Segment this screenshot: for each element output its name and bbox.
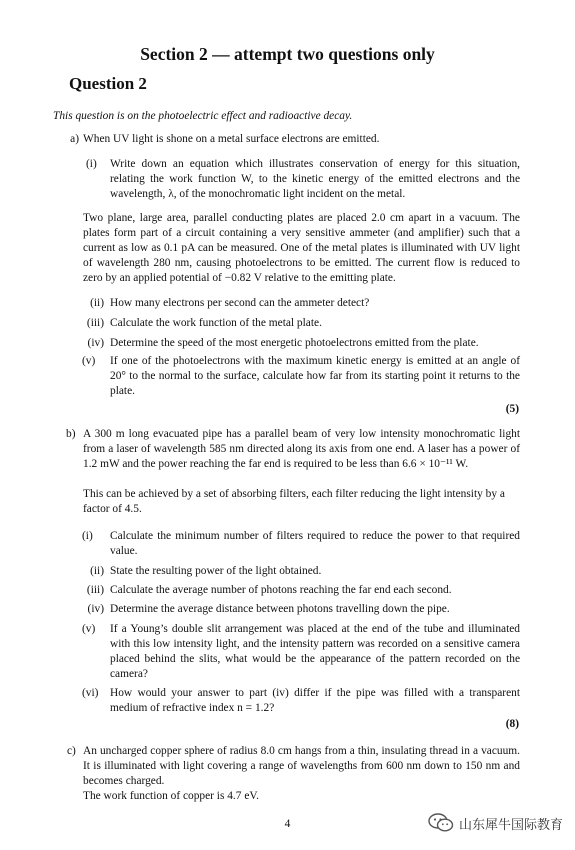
wechat-icon: [427, 812, 455, 834]
item-label: (iii): [86, 584, 104, 596]
part-c-stem: [67, 744, 520, 789]
item-text: If a Young’s double slit arrangement was placed at the end of the tube and illuminated with this low intensity light, and the intensity pattern was recorded on a sensitive camera placed behind the slits, what would be the appearance of the pattern recorded on the camera?: [110, 623, 520, 680]
part-b-stem: [66, 427, 520, 472]
part-a-item-iii: [82, 316, 520, 331]
page-number: 4: [284, 818, 291, 830]
part-a-marks: (5): [505, 403, 519, 415]
part-b-text2: This can be achieved by a set of absorbing filters, each filter reducing the light intensity by a factor of 4.5.: [83, 488, 505, 515]
question-intro: This question is on the photoelectric effect and radioactive decay.: [53, 110, 353, 122]
part-b-label: b): [66, 428, 76, 440]
part-a-item-iv: [82, 336, 520, 351]
item-label: (iv): [87, 337, 104, 349]
item-text: If one of the photoelectrons with the maximum kinetic energy is emitted at an angle of 20° to the normal to the surface, calculate how far from its starting point it returns to the plate.: [110, 355, 520, 397]
item-text: State the resulting power of the light obtained.: [110, 565, 322, 577]
item-text: Determine the average distance between photons travelling down the pipe.: [110, 603, 450, 615]
part-c-text: An uncharged copper sphere of radius 8.0 cm hangs from a thin, insulating thread in a vacuum. It is illuminated with light covering a range of wavelengths from 600 nm down to 150 nm and becomes charged.: [83, 745, 520, 787]
part-c-label: c): [67, 745, 76, 757]
part-b-item-i: [82, 529, 520, 559]
part-b-item-iv: [82, 602, 520, 617]
item-label: (ii): [90, 297, 104, 309]
part-a-item-v: [82, 354, 520, 399]
part-a-text: When UV light is shone on a metal surface electrons are emitted.: [83, 133, 380, 145]
watermark-text: 山东犀牛国际教育: [459, 817, 564, 833]
watermark: [427, 812, 563, 834]
part-b-item-vi: [82, 686, 520, 716]
part-a-item-i: [86, 157, 520, 202]
part-a-label: a): [70, 133, 79, 145]
part-b-item-ii: [82, 564, 520, 579]
item-text: Determine the speed of the most energetic photoelectrons emitted from the plate.: [110, 337, 479, 349]
item-label: (i): [86, 158, 97, 170]
item-label: (vi): [82, 687, 99, 699]
part-a-stem: [67, 132, 522, 147]
part-b-item-v: [82, 622, 520, 682]
item-label: (i): [82, 530, 93, 542]
part-b-text: A 300 m long evacuated pipe has a parallel beam of very low intensity monochromatic light from a laser of wavelength 585 nm directed along its axis from one end. A laser has a power of 1.2 mW and the power reaching the far end is required to be less than 6.6 × 10⁻¹¹ W.: [83, 428, 520, 470]
item-text: Calculate the minimum number of filters required to reduce the power to that required value.: [110, 530, 520, 557]
part-c-text2: The work function of copper is 4.7 eV.: [83, 790, 259, 802]
part-a-item-ii: [82, 296, 520, 311]
item-label: (v): [82, 623, 96, 635]
part-b-item-iii: [82, 583, 520, 598]
item-text: Calculate the work function of the metal plate.: [110, 317, 322, 329]
item-text: How many electrons per second can the ammeter detect?: [110, 297, 370, 309]
item-text: How would your answer to part (iv) differ if the pipe was filled with a transparent medium of refractive index n = 1.2?: [110, 687, 520, 714]
part-a-paragraph: Two plane, large area, parallel conducting plates are placed 2.0 cm apart in a vacuum. The plates form part of a circuit containing a very sensitive ammeter (and amplifier) such that a current as low as 0.1 pA can be measured. One of the metal plates is illuminated with UV light of wavelength 280 nm, causing photoelectrons to be emitted. The current flow is reduced to zero by an applied potential of −0.82 V relative to the emitting plate.: [83, 212, 520, 284]
part-b-marks: (8): [505, 718, 519, 730]
item-label: (ii): [90, 565, 104, 577]
item-label: (v): [82, 355, 96, 367]
item-label: (iii): [86, 317, 104, 329]
item-text: Write down an equation which illustrates conservation of energy for this situation, relating the work function W, to the kinetic energy of the emitted electrons and the wavelength, λ, of the monochromatic light incident on the metal.: [110, 158, 520, 200]
item-text: Calculate the average number of photons reaching the far end each second.: [110, 584, 452, 596]
section-title: Section 2 — attempt two questions only: [140, 44, 435, 64]
question-title: Question 2: [69, 74, 147, 93]
item-label: (iv): [87, 603, 104, 615]
